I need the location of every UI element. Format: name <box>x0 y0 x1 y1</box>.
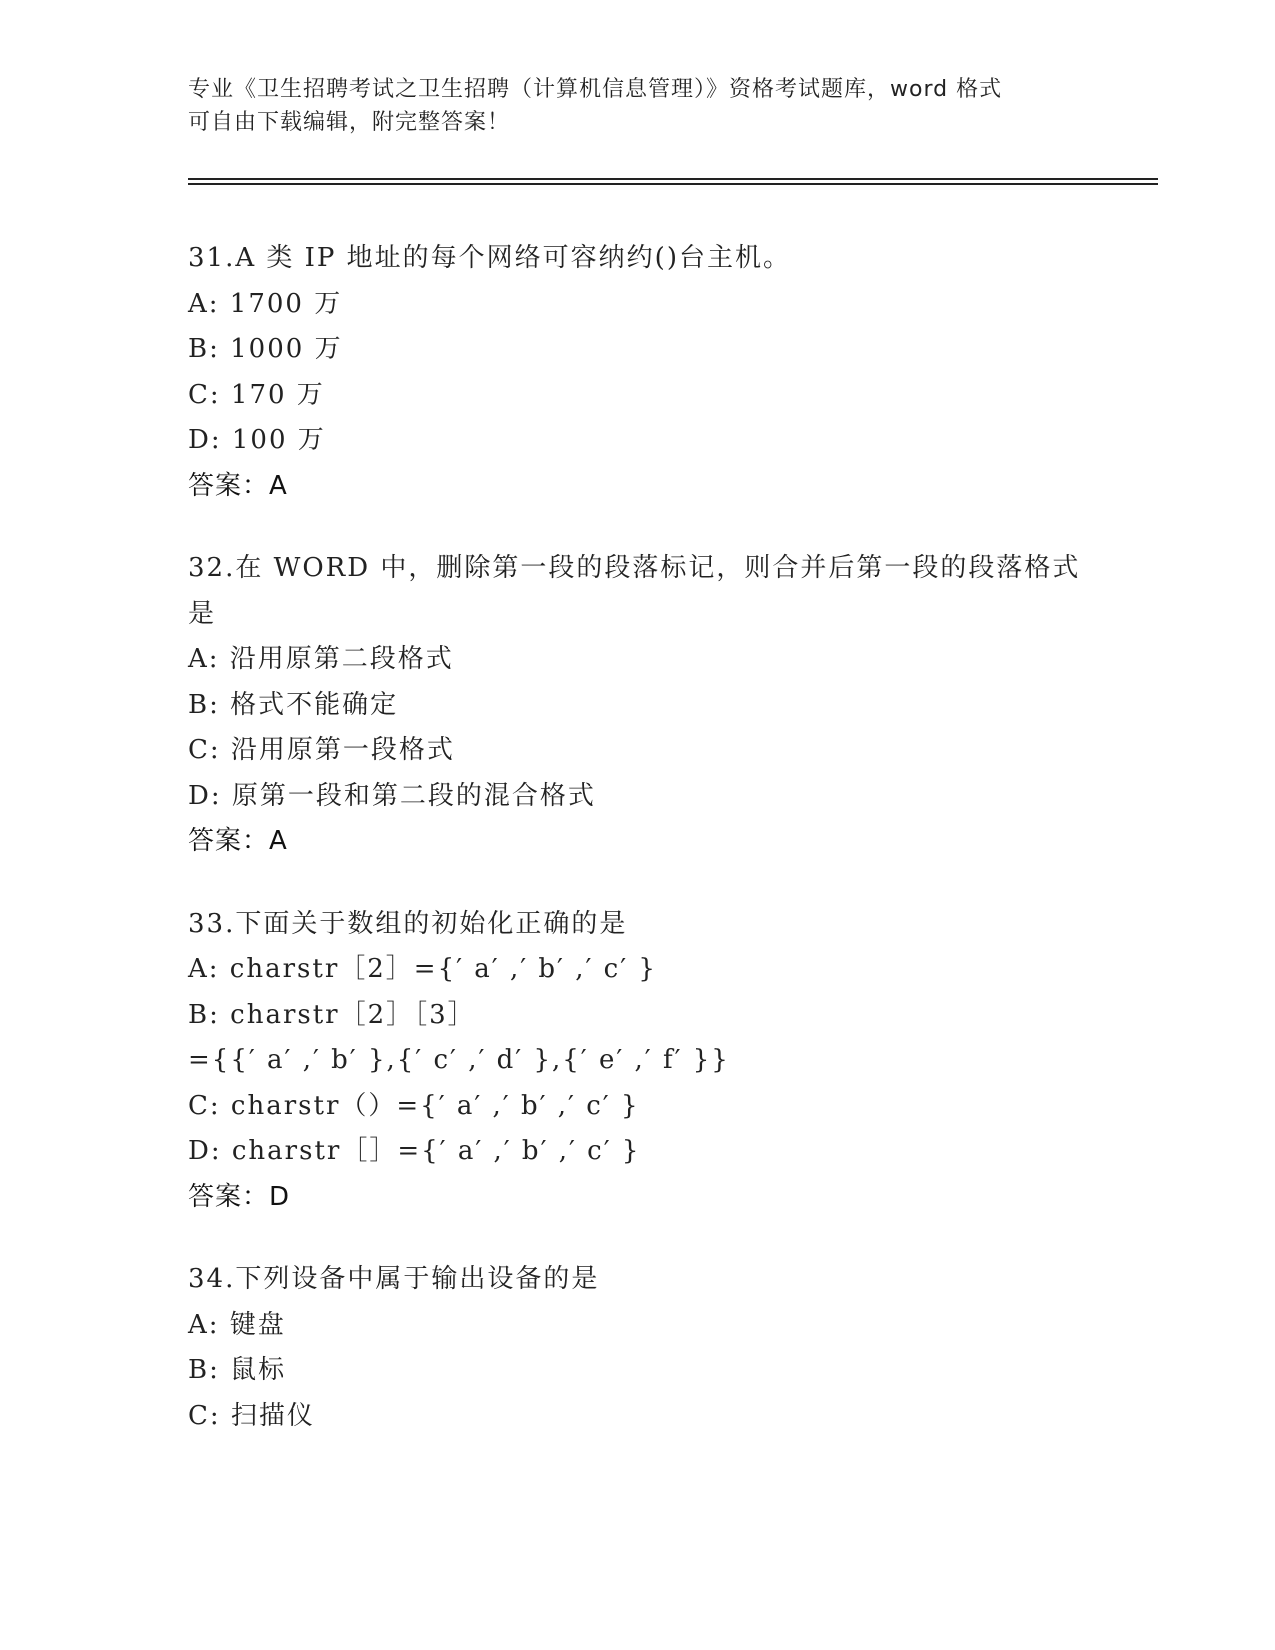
option-b: B: charstr［2］［3］ <box>188 999 476 1030</box>
option-c: C: 扫描仪 <box>188 1400 315 1431</box>
question-stem-continued: 是 <box>188 598 217 629</box>
question-stem: 31.A 类 IP 地址的每个网络可容纳约()台主机。 <box>188 243 791 273</box>
question-stem: 33.下面关于数组的初始化正确的是 <box>188 908 628 939</box>
option-d: D: 100 万 <box>188 425 326 455</box>
question-31 <box>188 236 1088 509</box>
option-c: C: charstr（）={′ a′ ,′ b′ ,′ c′ } <box>188 1090 640 1121</box>
option-d: D: charstr［］={′ a′ ,′ b′ ,′ c′ } <box>188 1136 641 1166</box>
question-stem: 34.下列设备中属于输出设备的是 <box>188 1264 600 1294</box>
option-b-continued: ={{′ a′ ,′ b′ },{′ c′ ,′ d′ },{′ e′ ,′ f′ }} <box>188 1045 730 1075</box>
header-line-1: 专业《卫生招聘考试之卫生招聘（计算机信息管理）》资格考试题库，word 格式 <box>188 77 1003 102</box>
question-32 <box>188 546 1088 865</box>
question-stem: 32.在 WORD 中，删除第一段的段落标记，则合并后第一段的段落格式 <box>188 553 1081 583</box>
answer-label: 答案：A <box>188 470 288 501</box>
option-a: A: 1700 万 <box>188 288 343 319</box>
header-divider-bottom <box>188 183 1158 185</box>
question-list <box>188 236 1088 1476</box>
option-b: B: 鼠标 <box>188 1355 287 1385</box>
header-line-2: 可自由下载编辑，附完整答案！ <box>188 110 511 135</box>
option-a: A: 键盘 <box>188 1309 286 1340</box>
option-a: A: 沿用原第二段格式 <box>188 644 454 674</box>
option-b: B: 格式不能确定 <box>188 689 399 720</box>
option-c: C: 170 万 <box>188 379 325 410</box>
header-divider-top <box>188 178 1158 180</box>
option-c: C: 沿用原第一段格式 <box>188 735 455 765</box>
document-header <box>188 73 1088 139</box>
option-a: A: charstr［2］={′ a′ ,′ b′ ,′ c′ } <box>188 954 657 984</box>
option-d: D: 原第一段和第二段的混合格式 <box>188 780 596 811</box>
answer-label: 答案：A <box>188 826 288 856</box>
question-33 <box>188 902 1088 1221</box>
option-b: B: 1000 万 <box>188 334 343 364</box>
answer-label: 答案：D <box>188 1181 291 1212</box>
question-34 <box>188 1257 1088 1439</box>
